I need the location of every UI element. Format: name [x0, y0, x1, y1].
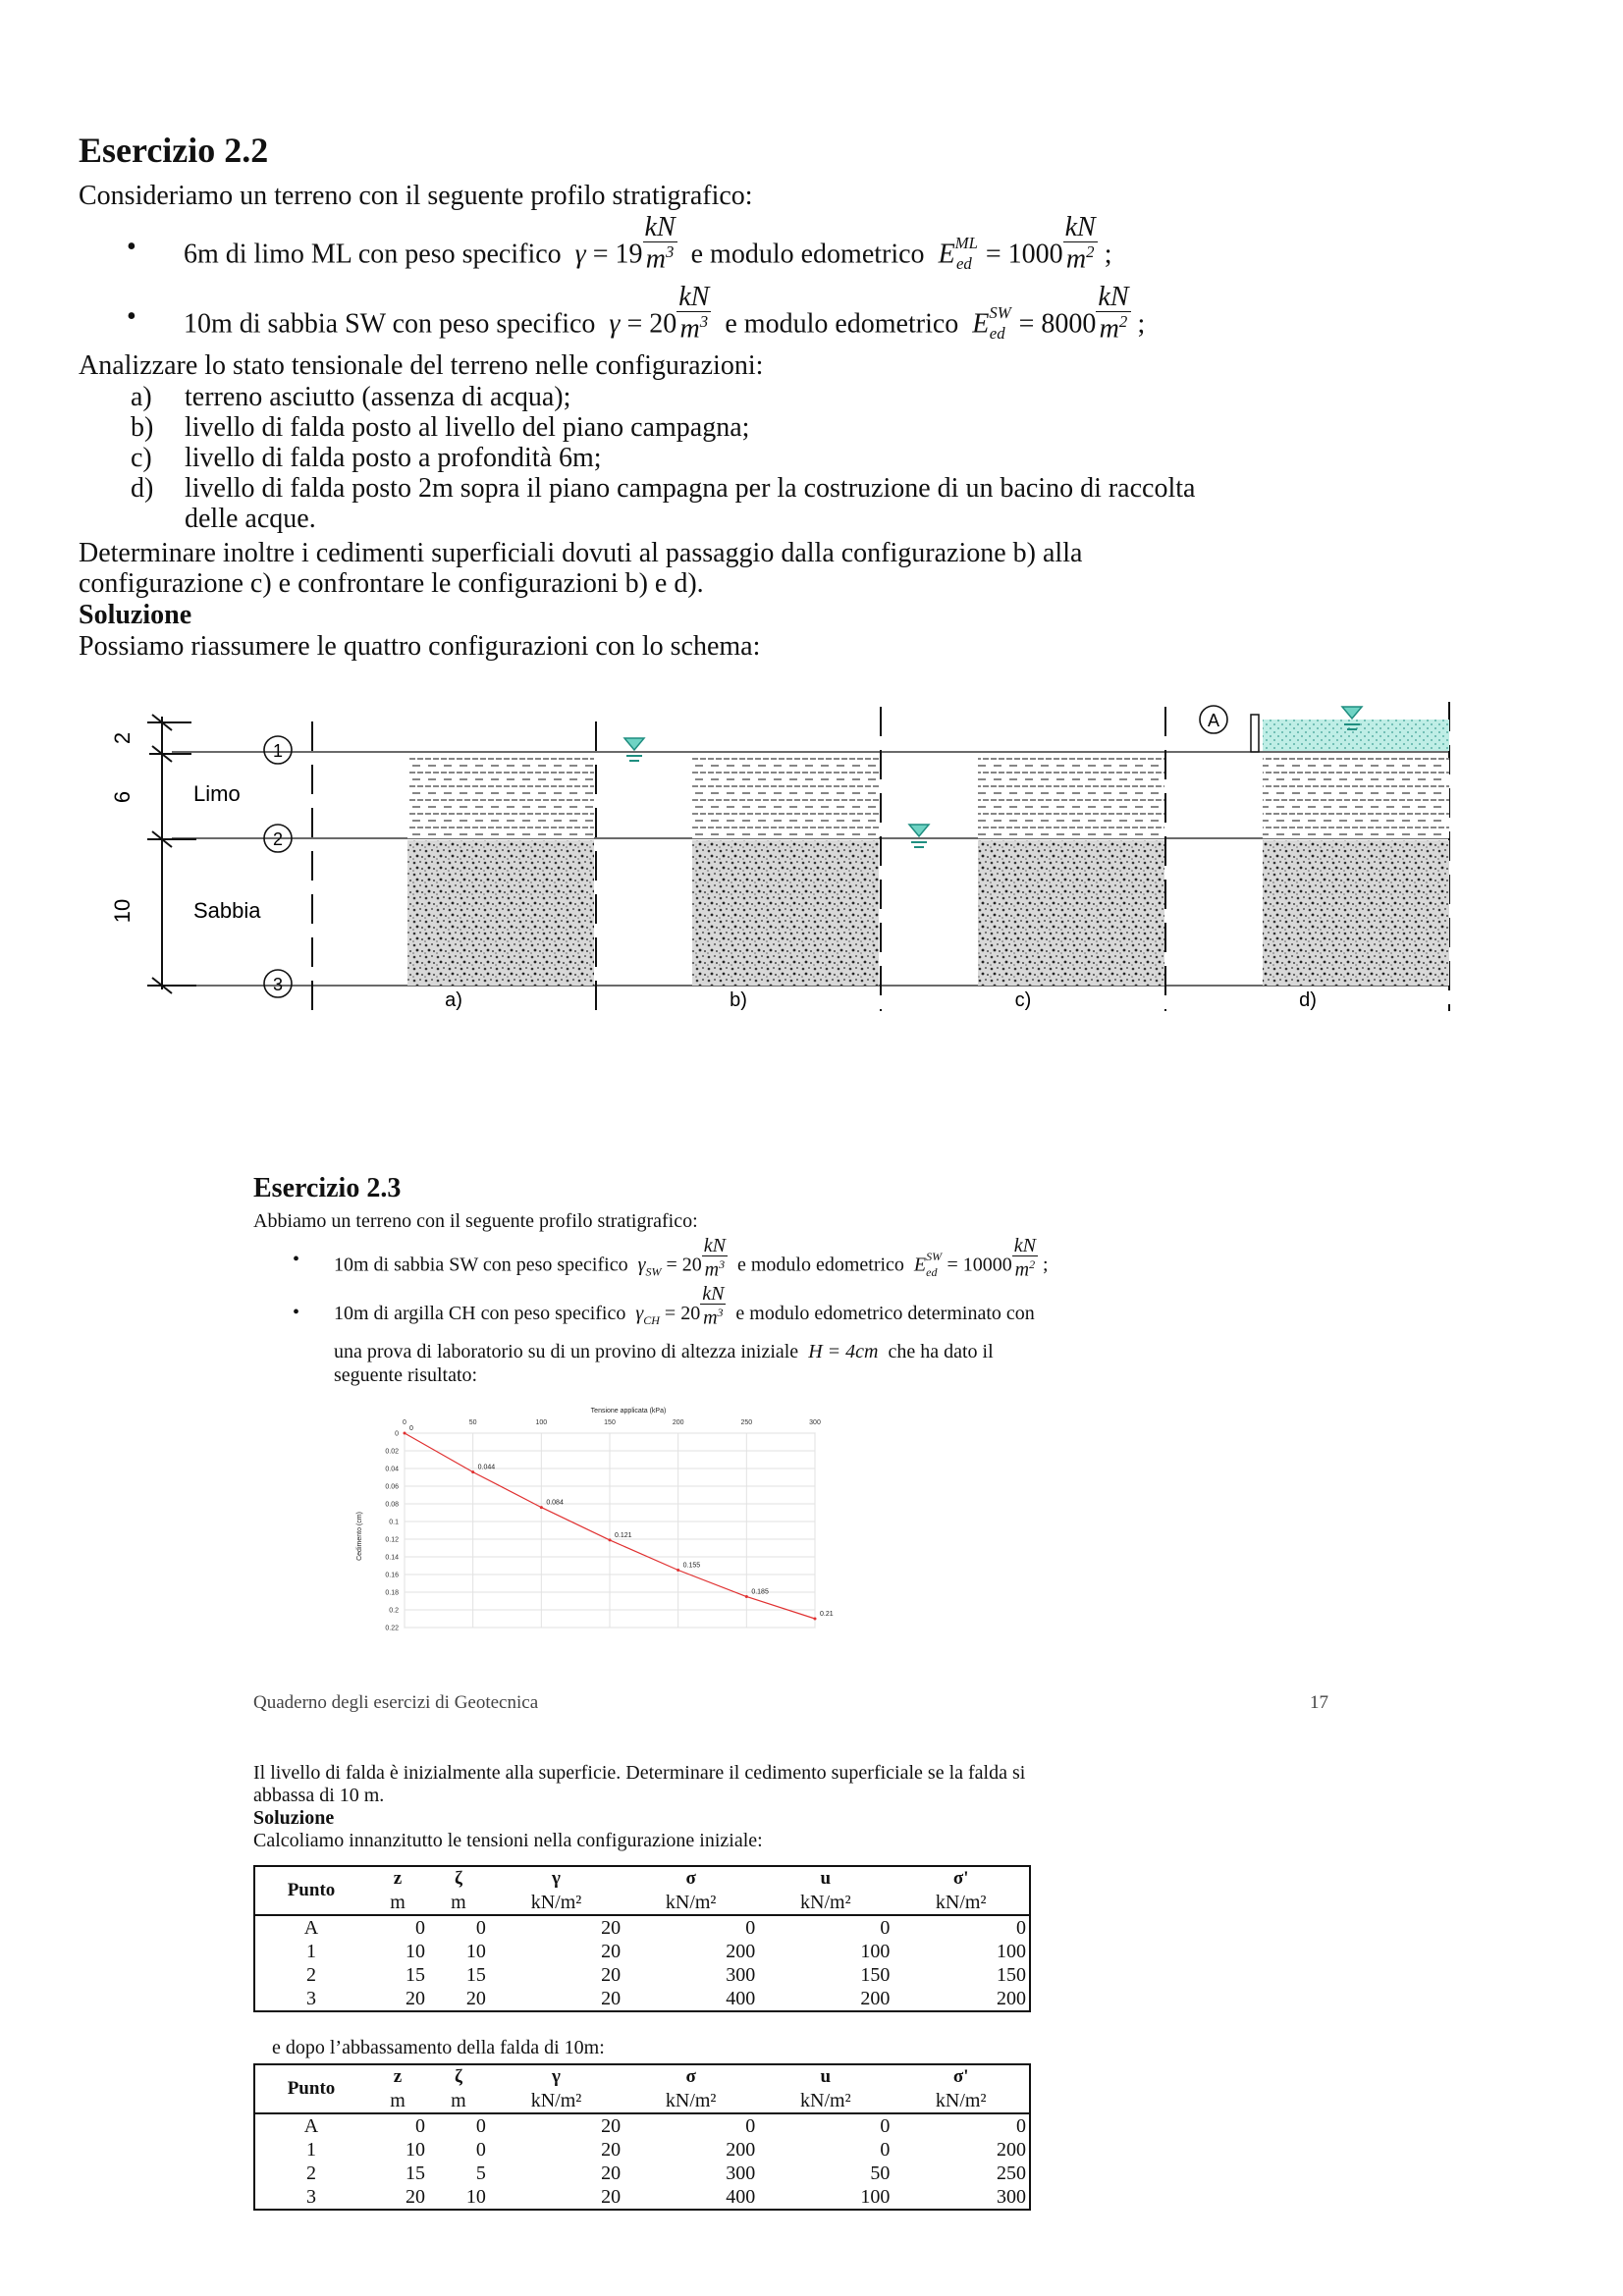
ex22-analyze: Analizzare lo stato tensionale del terreno nelle configurazioni: — [79, 350, 764, 381]
p2-after-text: e dopo l’abbassamento della falda di 10m: — [272, 2037, 605, 2058]
table-cell-point: A — [254, 1915, 367, 1940]
chart-xtick-label: 300 — [809, 1419, 821, 1426]
sand-b — [692, 840, 879, 986]
table-cell: 0 — [893, 1915, 1030, 1940]
chart-data-label: 0.121 — [615, 1531, 632, 1539]
ex22-solution-text: Possiamo riassumere le quattro configurazioni con lo schema: — [79, 631, 761, 662]
table-cell-point: 3 — [254, 1987, 367, 2011]
dim-6: 6 — [110, 790, 135, 804]
table-cell: 20 — [489, 2185, 623, 2210]
table-cell: 0 — [414, 1916, 425, 1939]
table-cell: 300 — [726, 1963, 756, 1986]
chart-point — [471, 1470, 474, 1473]
table-cell: 20 — [489, 1987, 623, 2011]
table-cell: 15 — [405, 1963, 425, 1986]
table-row — [254, 1915, 1030, 1940]
table-cell-point: 1 — [254, 2138, 367, 2162]
ex23-bullet-2-line2: una prova di laboratorio su di un provino di altezza iniziale H = 4cm che ha dato il — [334, 1341, 994, 1362]
table-cell: 0 — [475, 1916, 486, 1939]
table-cell: 0 — [893, 2113, 1030, 2138]
table-cell: 20 — [601, 2138, 622, 2161]
table-cell: 0 — [475, 2114, 486, 2137]
table-cell: 0 — [880, 2114, 891, 2137]
table-cell: 400 — [623, 1987, 758, 2011]
table-cell: 20 — [601, 2114, 622, 2137]
chart-data-label: 0.155 — [682, 1562, 701, 1570]
settlement-chart — [344, 1394, 835, 1641]
chart-title: Tensione applicata (kPa) — [590, 1408, 667, 1415]
table-cell: 0 — [745, 1916, 756, 1939]
ex22-bullet-1: • 6m di limo ML con peso specifico γ = 19 $\frac{kN}{m^3}$ e modulo edometrico $E^{ML}_{ed} = 1000$ $\frac{kN}{m^2}$ ; — [184, 232, 1112, 279]
chart-point — [814, 1618, 817, 1621]
table-cell: 0 — [880, 2138, 891, 2161]
chart-data-label: 0.044 — [477, 1464, 496, 1471]
chart-xtick-label: 50 — [468, 1419, 477, 1426]
chart-ytick-label: 0.04 — [385, 1466, 399, 1473]
stress-table-lowered: Punto z ζ γ σ u σ' m m kN/m² kN/m² kN/m² kN/m² A 0 0 20 0 0 0 1 10 0 20 200 0 200 2 15 5 20 300 50 250 3 20 10 20 400 100 300 — [253, 2063, 1031, 2211]
table-cell: 50 — [870, 2162, 891, 2184]
silt-c — [978, 758, 1164, 838]
layer-label-sabbia: Sabbia — [193, 898, 261, 923]
table-cell: 10 — [405, 1940, 425, 1962]
table-cell: 20 — [601, 2162, 622, 2184]
silt-b — [692, 758, 879, 838]
chart-xtick-label: 100 — [535, 1419, 548, 1426]
config-label-c: c) — [1014, 989, 1032, 1011]
ex22-intro: Consideriamo un terreno con il seguente profilo stratigrafico: — [79, 181, 753, 211]
sand-c — [978, 840, 1164, 986]
point-2: 2 — [272, 829, 284, 849]
ex23-title: Esercizio 2.3 — [253, 1173, 402, 1203]
chart-ytick-label: 0.02 — [385, 1448, 399, 1456]
chart-point — [404, 1432, 406, 1435]
sand-a — [407, 840, 594, 986]
water-table-icon-c — [909, 825, 929, 847]
chart-ytick-label: 0.12 — [385, 1536, 399, 1544]
p2-line-1: Il livello di falda è inizialmente alla superficie. Determinare il cedimento superficiale se la falda si — [253, 1762, 1026, 1784]
table-cell-point: 2 — [254, 2162, 367, 2185]
chart-ytick-label: 0 — [395, 1430, 399, 1438]
chart-ytick-label: 0.22 — [385, 1625, 399, 1632]
table-row — [254, 1963, 1030, 1987]
footer-title: Quaderno degli esercizi di Geotecnica — [253, 1692, 539, 1713]
table-cell: 200 — [893, 2138, 1030, 2162]
point-1: 1 — [272, 741, 284, 761]
chart-data-label: 0.185 — [751, 1588, 769, 1596]
layer-label-limo: Limo — [193, 781, 241, 806]
table-row — [254, 2113, 1030, 2138]
stress-table-initial: Punto z ζ γ σ u σ' m m kN/m² kN/m² kN/m² kN/m² A 0 0 20 0 0 0 1 10 10 20 200 100 100 2 15 15 20 300 150 150 3 20 20 20 400 200 200 — [253, 1865, 1031, 2012]
chart-point — [540, 1506, 543, 1509]
chart-xtick-label: 250 — [740, 1419, 753, 1426]
chart-ytick-label: 0.18 — [385, 1589, 399, 1597]
ex22-determine-1: Determinare inoltre i cedimenti superficiali dovuti al passaggio dalla configurazione b) alla — [79, 538, 1083, 568]
chart-ytick-label: 0.1 — [389, 1519, 399, 1526]
table-cell-point: 2 — [254, 1963, 367, 1987]
point-A: A — [1207, 711, 1220, 730]
table-cell: 15 — [465, 1963, 486, 1986]
table-row — [254, 2138, 1030, 2162]
ex23-bullet-2-line3: seguente risultato: — [334, 1364, 478, 1386]
chart-ylabel: Cedimento (cm) — [356, 1512, 363, 1561]
p2-solution-title: Soluzione — [253, 1807, 335, 1829]
chart-xtick-label: 200 — [672, 1419, 684, 1426]
ex22-bullet-2: • 10m di sabbia SW con peso specifico γ = 20 $\frac{kN}{m^3}$ e modulo edometrico $E^{SW}_{ed} = 8000$ $\frac{kN}{m^2}$ ; — [184, 301, 1145, 348]
table-cell: 10 — [465, 1940, 486, 1962]
chart-ytick-label: 0.14 — [385, 1554, 399, 1562]
table-cell: 20 — [601, 1963, 622, 1986]
chart-xtick-label: 0 — [403, 1419, 406, 1426]
ex23-bullet-2: • 10m di argilla CH con peso specifico $\gamma_{CH} = 20$ $\frac{kN}{m^3}$ e modulo edometrico determinato con — [293, 1283, 1035, 1329]
p2-line-2: abbassa di 10 m. — [253, 1785, 385, 1806]
table-cell: 20 — [367, 1987, 428, 2011]
chart-point — [676, 1569, 679, 1572]
config-label-b: b) — [730, 989, 747, 1011]
ex22-title: Esercizio 2.2 — [79, 131, 269, 170]
dim-10: 10 — [110, 898, 135, 924]
silt-a — [407, 758, 594, 838]
table-cell: 100 — [758, 2185, 893, 2210]
table-cell: 20 — [601, 1916, 622, 1939]
table-cell: 5 — [475, 2162, 486, 2184]
ex22-config-list: a) terreno asciutto (assenza di acqua); b) livello di falda posto al livello del piano campagna; c) livello di falda posto a profondità 6m; d) livello di falda posto 2m sopra il piano campagna per la costruzione di un bacino di raccolta delle acque. — [131, 382, 1196, 534]
table-cell-point: A — [254, 2113, 367, 2138]
table-cell: 300 — [893, 2185, 1030, 2210]
water-table-icon-b — [624, 738, 644, 761]
ex22-solution-title: Soluzione — [79, 600, 192, 630]
table-row — [254, 2185, 1030, 2210]
table-cell: 0 — [880, 1916, 891, 1939]
ex23-bullet-1: • 10m di sabbia SW con peso specifico $\gamma_{SW} = 20$ $\frac{kN}{m^3}$ e modulo edometrico $E^{SW}_{ed} = 10000$ $\frac{kN}{m^2}$ ; — [293, 1234, 1049, 1281]
chart-xtick-label: 150 — [604, 1419, 616, 1426]
table-cell: 200 — [726, 1940, 756, 1962]
table-cell: 0 — [745, 2114, 756, 2137]
chart-ytick-label: 0.16 — [385, 1572, 399, 1579]
p2-calc-text: Calcoliamo innanzitutto le tensioni nella configurazione iniziale: — [253, 1830, 763, 1851]
table-cell-point: 3 — [254, 2185, 367, 2210]
chart-ytick-label: 0.2 — [389, 1607, 399, 1615]
table-cell: 200 — [893, 1987, 1030, 2011]
chart-data-label: 0.084 — [546, 1499, 564, 1507]
silt-d — [1263, 758, 1449, 838]
table-cell: 20 — [367, 2185, 428, 2210]
table-cell: 20 — [601, 1940, 622, 1962]
table-cell: 100 — [860, 1940, 891, 1962]
table-cell: 150 — [893, 1963, 1030, 1987]
footer-page-number: 17 — [1310, 1692, 1328, 1713]
table-cell: 200 — [758, 1987, 893, 2011]
chart-point — [745, 1595, 748, 1598]
table-cell: 100 — [893, 1940, 1030, 1963]
table-cell: 0 — [475, 2138, 486, 2161]
stratigraphy-diagram — [0, 0, 1623, 1080]
table-row — [254, 2162, 1030, 2185]
chart-data-label: 0 — [409, 1425, 413, 1432]
chart-data-label: 0.21 — [820, 1611, 834, 1618]
ex22-determine-2: configurazione c) e confrontare le configurazioni b) e d). — [79, 568, 704, 599]
table-cell: 200 — [726, 2138, 756, 2161]
table-cell: 300 — [726, 2162, 756, 2184]
table-cell: 20 — [428, 1987, 489, 2011]
config-label-a: a) — [445, 989, 462, 1011]
chart-ytick-label: 0.08 — [385, 1501, 399, 1509]
chart-ytick-label: 0.06 — [385, 1483, 399, 1491]
table-cell: 15 — [405, 2162, 425, 2184]
table-cell-point: 1 — [254, 1940, 367, 1963]
point-3: 3 — [272, 975, 284, 994]
table-cell: 0 — [414, 2114, 425, 2137]
dim-2: 2 — [110, 731, 135, 745]
chart-point — [609, 1538, 612, 1541]
ex23-intro: Abbiamo un terreno con il seguente profilo stratigrafico: — [253, 1210, 698, 1232]
config-label-d: d) — [1299, 989, 1317, 1011]
table-cell: 250 — [893, 2162, 1030, 2185]
table-cell: 400 — [623, 2185, 758, 2210]
th-punto: Punto — [254, 1866, 367, 1915]
table-cell: 10 — [405, 2138, 425, 2161]
table-cell: 10 — [428, 2185, 489, 2210]
table-row — [254, 1987, 1030, 2011]
table-row — [254, 1940, 1030, 1963]
table-cell: 150 — [860, 1963, 891, 1986]
sand-d — [1263, 840, 1449, 986]
